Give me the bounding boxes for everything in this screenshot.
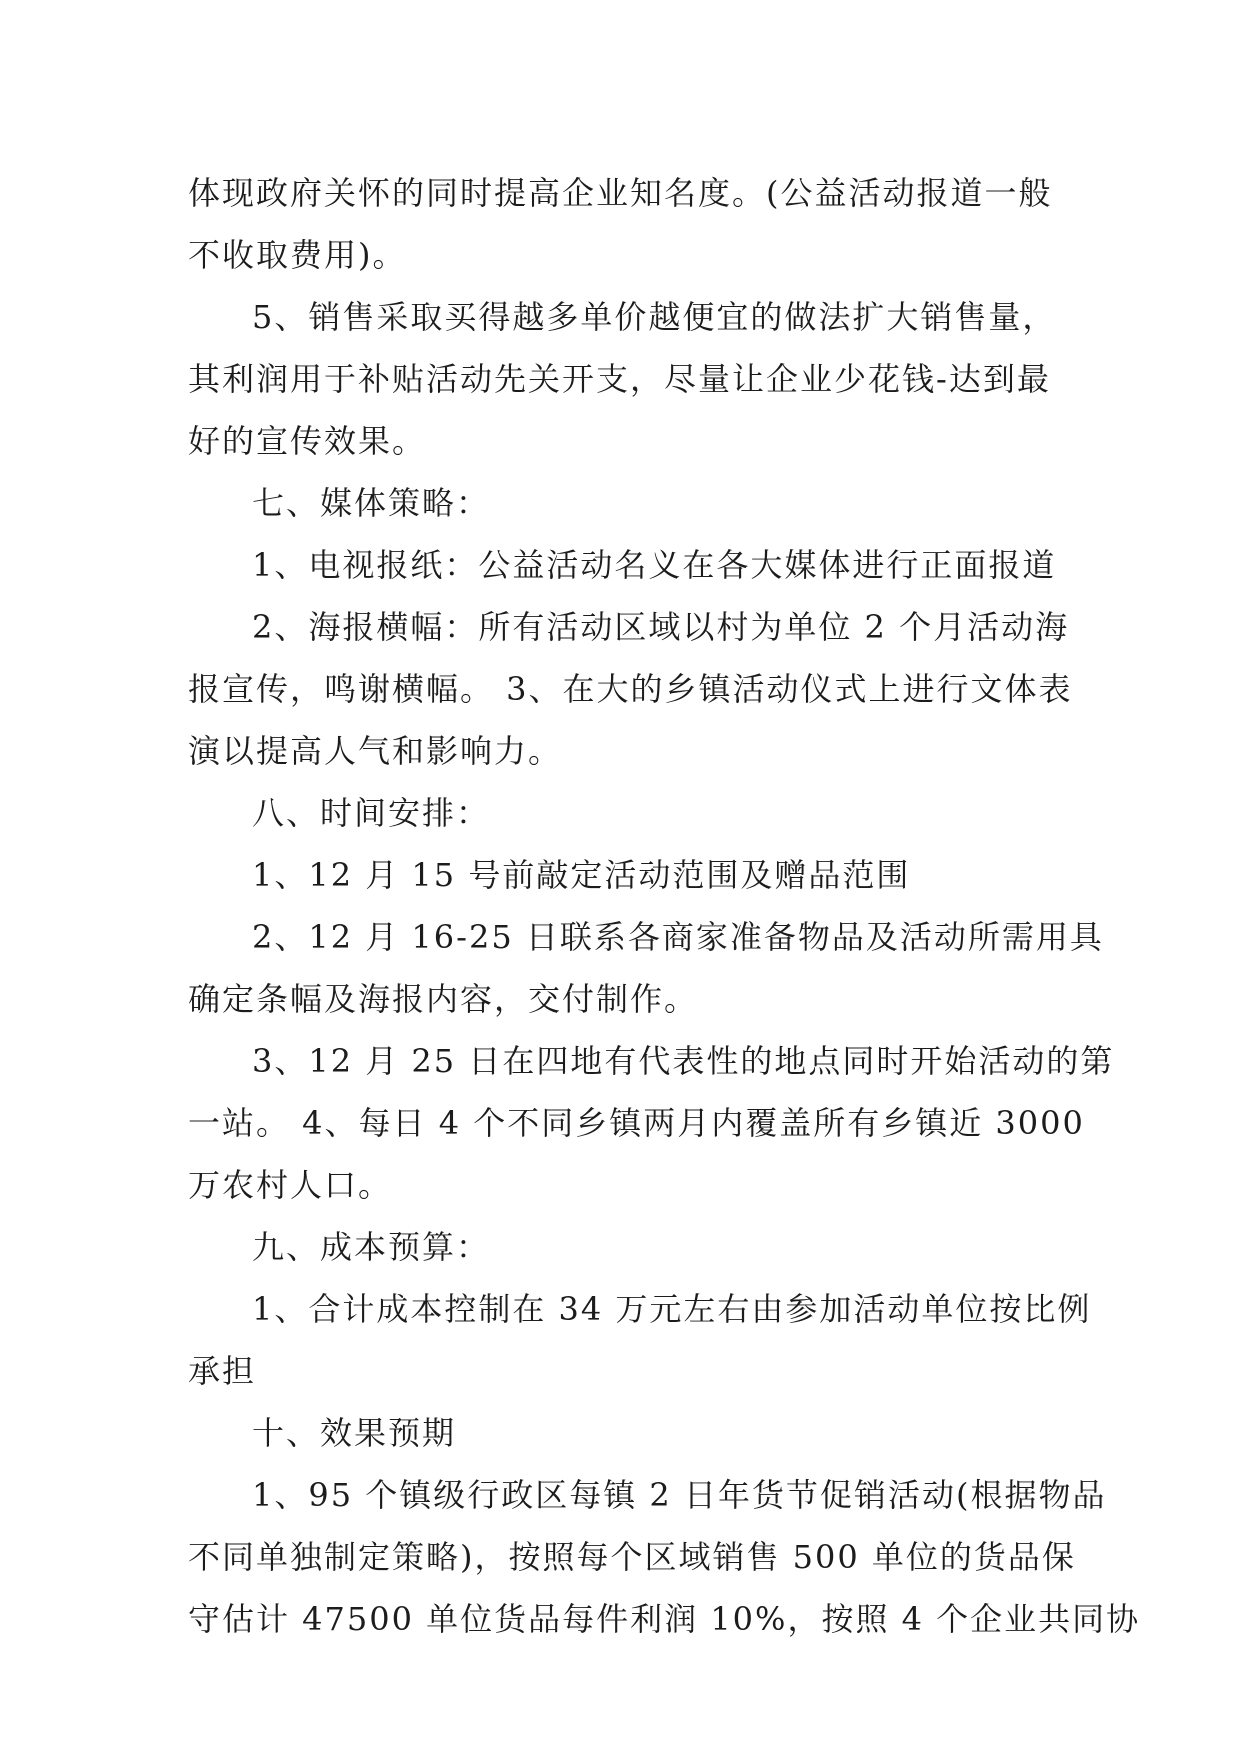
paragraph-start-line: 1、合计成本控制在 34 万元左右由参加活动单位按比例: [252, 1290, 1092, 1328]
section-heading-expected-effect: 十、效果预期: [252, 1414, 457, 1452]
text-line: 承担: [188, 1352, 257, 1390]
text-line: 演以提高人气和影响力。: [188, 732, 563, 770]
text-line: 一站。 4、每日 4 个不同乡镇两月内覆盖所有乡镇近 3000: [188, 1104, 1085, 1142]
text-line: 报宣传，鸣谢横幅。 3、在大的乡镇活动仪式上进行文体表: [188, 670, 1073, 708]
paragraph-start-line: 2、海报横幅：所有活动区域以村为单位 2 个月活动海: [252, 608, 1070, 646]
text-line: 守估计 47500 单位货品每件利润 10%，按照 4 个企业共同协: [188, 1600, 1141, 1638]
paragraph-start-line: 1、95 个镇级行政区每镇 2 日年货节促销活动(根据物品: [252, 1476, 1107, 1514]
text-line: 不收取费用)。: [188, 236, 407, 274]
paragraph-start-line: 1、12 月 15 号前敲定活动范围及赠品范围: [252, 856, 911, 894]
paragraph-start-line: 1、电视报纸：公益活动名义在各大媒体进行正面报道: [252, 546, 1057, 584]
section-heading-schedule: 八、时间安排：: [252, 794, 491, 832]
text-line: 其利润用于补贴活动先关开支，尽量让企业少花钱-达到最: [188, 360, 1051, 398]
text-line: 确定条幅及海报内容，交付制作。: [188, 980, 699, 1018]
section-heading-cost-budget: 九、成本预算：: [252, 1228, 491, 1266]
text-line: 好的宣传效果。: [188, 422, 427, 460]
section-heading-media-strategy: 七、媒体策略：: [252, 484, 491, 522]
document-body: [188, 162, 1141, 1650]
text-line: 不同单独制定策略)，按照每个区域销售 500 单位的货品保: [188, 1538, 1076, 1576]
paragraph-start-line: 3、12 月 25 日在四地有代表性的地点同时开始活动的第: [252, 1042, 1115, 1080]
paragraph-start-line: 2、12 月 16-25 日联系各商家准备物品及活动所需用具: [252, 918, 1104, 956]
paragraph-start-line: 5、销售采取买得越多单价越便宜的做法扩大销售量，: [252, 298, 1057, 336]
text-line: 万农村人口。: [188, 1166, 393, 1204]
text-line: 体现政府关怀的同时提高企业知名度。(公益活动报道一般: [188, 174, 1053, 212]
